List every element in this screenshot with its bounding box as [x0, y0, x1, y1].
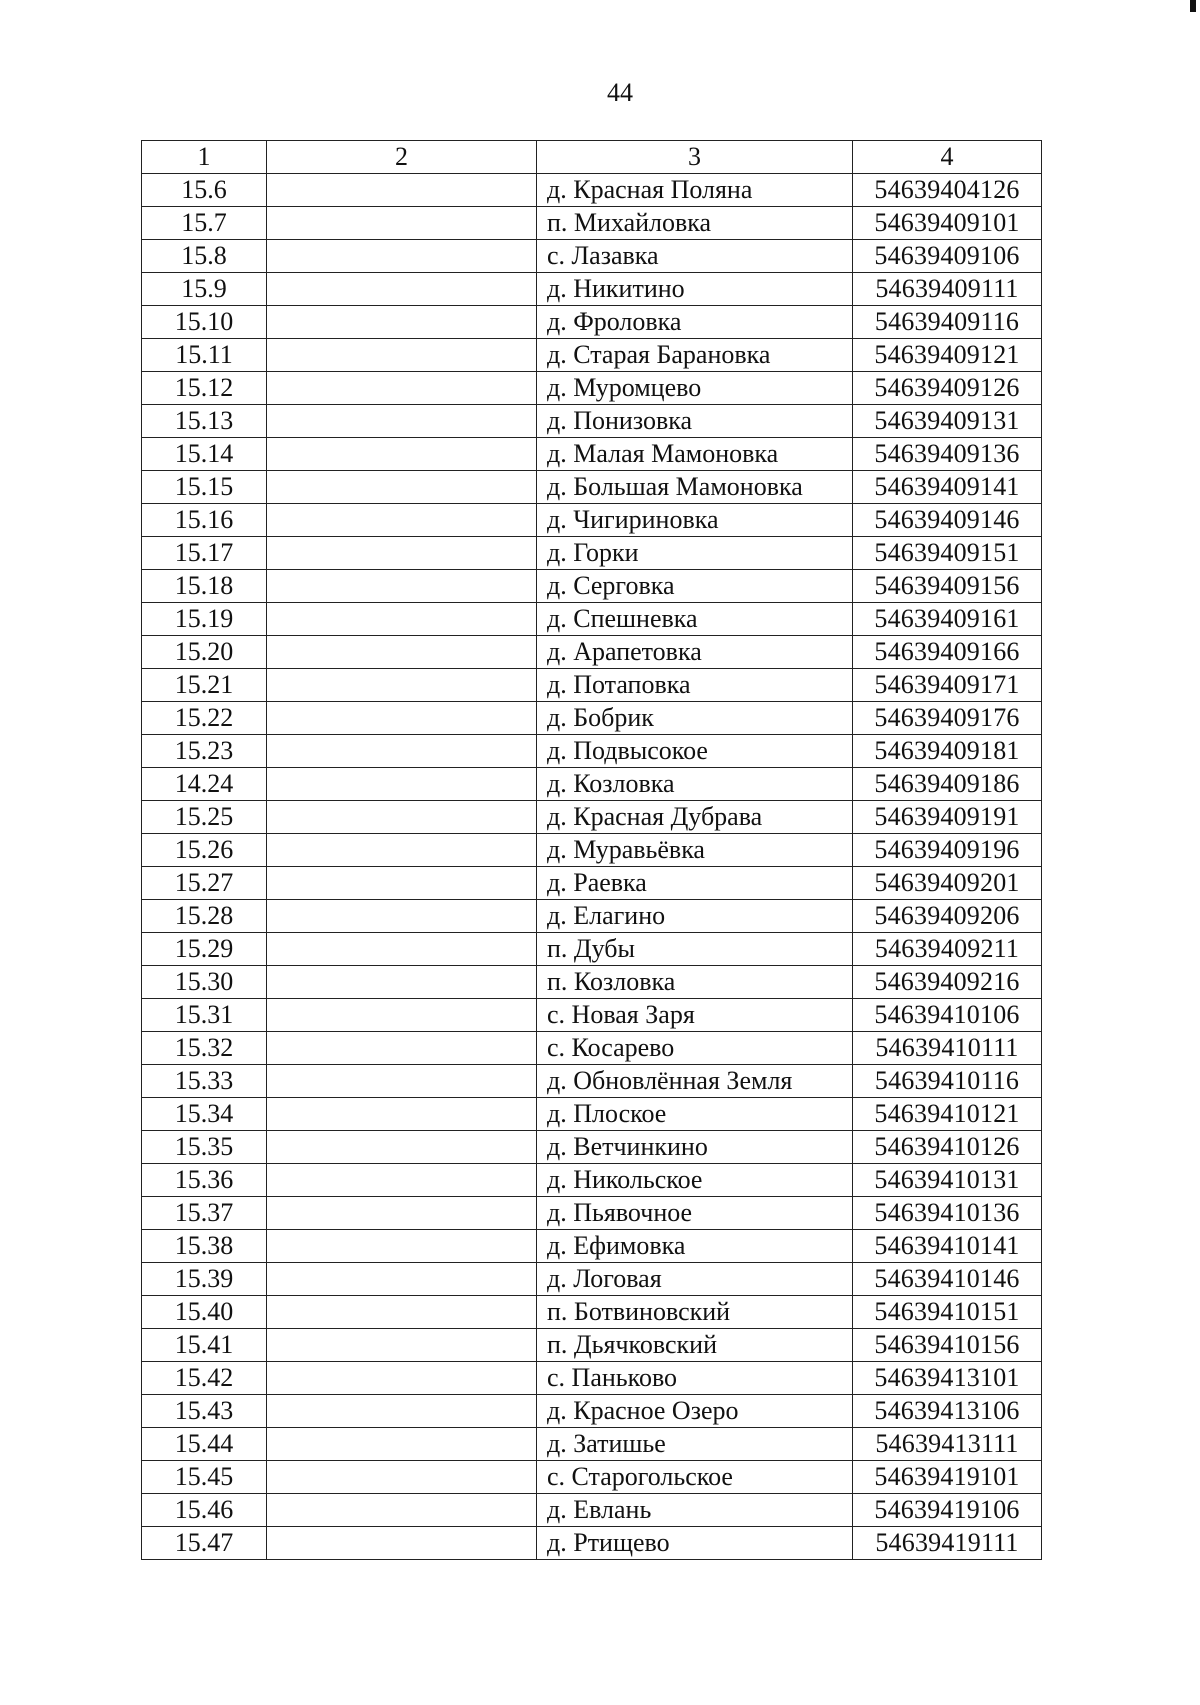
- row-number-cell: 15.44: [142, 1428, 267, 1461]
- empty-cell: [267, 174, 537, 207]
- settlement-name-cell: д. Горки: [537, 537, 853, 570]
- oktmo-code-cell: 54639410131: [853, 1164, 1042, 1197]
- table-row: [142, 1296, 1042, 1329]
- settlement-name-cell: д. Арапетовка: [537, 636, 853, 669]
- settlement-name-cell: с. Новая Заря: [537, 999, 853, 1032]
- row-number-cell: 15.23: [142, 735, 267, 768]
- row-number-cell: 15.45: [142, 1461, 267, 1494]
- table-row: [142, 636, 1042, 669]
- table-row: [142, 1230, 1042, 1263]
- settlement-name-cell: д. Затишье: [537, 1428, 853, 1461]
- oktmo-code-cell: 54639409106: [853, 240, 1042, 273]
- table-row: [142, 1263, 1042, 1296]
- row-number-cell: 15.43: [142, 1395, 267, 1428]
- oktmo-code-cell: 54639409211: [853, 933, 1042, 966]
- row-number-cell: 15.33: [142, 1065, 267, 1098]
- oktmo-code-cell: 54639409186: [853, 768, 1042, 801]
- row-number-cell: 15.20: [142, 636, 267, 669]
- empty-cell: [267, 636, 537, 669]
- table-row: [142, 1395, 1042, 1428]
- oktmo-code-cell: 54639410106: [853, 999, 1042, 1032]
- empty-cell: [267, 240, 537, 273]
- oktmo-code-cell: 54639409196: [853, 834, 1042, 867]
- table-row: [142, 801, 1042, 834]
- empty-cell: [267, 339, 537, 372]
- settlement-name-cell: д. Понизовка: [537, 405, 853, 438]
- row-number-cell: 15.9: [142, 273, 267, 306]
- settlement-name-cell: д. Спешневка: [537, 603, 853, 636]
- settlement-name-cell: д. Старая Барановка: [537, 339, 853, 372]
- settlement-name-cell: п. Ботвиновский: [537, 1296, 853, 1329]
- row-number-cell: 15.36: [142, 1164, 267, 1197]
- table-row: [142, 702, 1042, 735]
- table-row: [142, 1461, 1042, 1494]
- corner-scan-mark: [1190, 0, 1196, 12]
- oktmo-code-cell: 54639410136: [853, 1197, 1042, 1230]
- row-number-cell: 15.17: [142, 537, 267, 570]
- oktmo-code-cell: 54639409176: [853, 702, 1042, 735]
- empty-cell: [267, 570, 537, 603]
- table-row: [142, 240, 1042, 273]
- table-row: [142, 999, 1042, 1032]
- row-number-cell: 15.27: [142, 867, 267, 900]
- empty-cell: [267, 1428, 537, 1461]
- table-row: [142, 570, 1042, 603]
- settlement-name-cell: д. Большая Мамоновка: [537, 471, 853, 504]
- oktmo-code-cell: 54639409136: [853, 438, 1042, 471]
- empty-cell: [267, 537, 537, 570]
- settlement-name-cell: д. Чигириновка: [537, 504, 853, 537]
- row-number-cell: 15.12: [142, 372, 267, 405]
- settlement-name-cell: д. Елагино: [537, 900, 853, 933]
- table-row: [142, 504, 1042, 537]
- page-number: 44: [607, 78, 633, 107]
- row-number-cell: 15.29: [142, 933, 267, 966]
- empty-cell: [267, 1527, 537, 1560]
- settlement-name-cell: п. Дубы: [537, 933, 853, 966]
- table-row: [142, 1131, 1042, 1164]
- settlement-name-cell: д. Козловка: [537, 768, 853, 801]
- row-number-cell: 15.30: [142, 966, 267, 999]
- settlement-name-cell: д. Муромцево: [537, 372, 853, 405]
- row-number-cell: 15.10: [142, 306, 267, 339]
- empty-cell: [267, 1461, 537, 1494]
- oktmo-code-cell: 54639410116: [853, 1065, 1042, 1098]
- oktmo-code-cell: 54639410121: [853, 1098, 1042, 1131]
- empty-cell: [267, 1197, 537, 1230]
- table-row: [142, 1428, 1042, 1461]
- row-number-cell: 15.18: [142, 570, 267, 603]
- empty-cell: [267, 900, 537, 933]
- table-row: [142, 1032, 1042, 1065]
- settlement-name-cell: д. Никитино: [537, 273, 853, 306]
- empty-cell: [267, 372, 537, 405]
- row-number-cell: 15.8: [142, 240, 267, 273]
- oktmo-code-cell: 54639409216: [853, 966, 1042, 999]
- table-row: [142, 1329, 1042, 1362]
- empty-cell: [267, 438, 537, 471]
- oktmo-code-cell: 54639410146: [853, 1263, 1042, 1296]
- row-number-cell: 15.14: [142, 438, 267, 471]
- table-row: [142, 537, 1042, 570]
- oktmo-code-cell: 54639410151: [853, 1296, 1042, 1329]
- oktmo-code-cell: 54639409166: [853, 636, 1042, 669]
- settlement-name-cell: д. Раевка: [537, 867, 853, 900]
- row-number-cell: 15.25: [142, 801, 267, 834]
- row-number-cell: 15.47: [142, 1527, 267, 1560]
- column-header-2: 2: [267, 141, 537, 174]
- settlement-name-cell: д. Красная Поляна: [537, 174, 853, 207]
- settlement-name-cell: д. Ветчинкино: [537, 1131, 853, 1164]
- oktmo-code-cell: 54639409111: [853, 273, 1042, 306]
- oktmo-code-cell: 54639409121: [853, 339, 1042, 372]
- table-row: [142, 834, 1042, 867]
- column-header-1: 1: [142, 141, 267, 174]
- oktmo-code-cell: 54639410156: [853, 1329, 1042, 1362]
- empty-cell: [267, 1395, 537, 1428]
- oktmo-code-cell: 54639409171: [853, 669, 1042, 702]
- row-number-cell: 15.22: [142, 702, 267, 735]
- oktmo-code-cell: 54639410126: [853, 1131, 1042, 1164]
- settlement-name-cell: д. Ефимовка: [537, 1230, 853, 1263]
- empty-cell: [267, 1065, 537, 1098]
- table-row: [142, 1164, 1042, 1197]
- row-number-cell: 15.11: [142, 339, 267, 372]
- empty-cell: [267, 702, 537, 735]
- oktmo-code-cell: 54639419111: [853, 1527, 1042, 1560]
- table-row: [142, 966, 1042, 999]
- empty-cell: [267, 867, 537, 900]
- table-row: [142, 372, 1042, 405]
- table-row: [142, 768, 1042, 801]
- settlement-name-cell: д. Малая Мамоновка: [537, 438, 853, 471]
- empty-cell: [267, 768, 537, 801]
- table-row: [142, 471, 1042, 504]
- empty-cell: [267, 1131, 537, 1164]
- oktmo-code-cell: 54639410111: [853, 1032, 1042, 1065]
- empty-cell: [267, 1230, 537, 1263]
- empty-cell: [267, 1494, 537, 1527]
- row-number-cell: 15.40: [142, 1296, 267, 1329]
- row-number-cell: 15.41: [142, 1329, 267, 1362]
- row-number-cell: 15.6: [142, 174, 267, 207]
- settlement-name-cell: с. Лазавка: [537, 240, 853, 273]
- oktmo-code-cell: 54639409126: [853, 372, 1042, 405]
- settlement-name-cell: д. Потаповка: [537, 669, 853, 702]
- row-number-cell: 15.42: [142, 1362, 267, 1395]
- row-number-cell: 15.34: [142, 1098, 267, 1131]
- oktmo-code-cell: 54639404126: [853, 174, 1042, 207]
- oktmo-code-cell: 54639409141: [853, 471, 1042, 504]
- empty-cell: [267, 471, 537, 504]
- table-row: [142, 1362, 1042, 1395]
- empty-cell: [267, 1263, 537, 1296]
- empty-cell: [267, 735, 537, 768]
- empty-cell: [267, 603, 537, 636]
- table-row: [142, 669, 1042, 702]
- oktmo-code-cell: 54639409131: [853, 405, 1042, 438]
- row-number-cell: 15.38: [142, 1230, 267, 1263]
- table-row: [142, 867, 1042, 900]
- empty-cell: [267, 1362, 537, 1395]
- oktmo-code-cell: 54639419101: [853, 1461, 1042, 1494]
- oktmo-code-cell: 54639409181: [853, 735, 1042, 768]
- settlement-name-cell: д. Плоское: [537, 1098, 853, 1131]
- table-row: [142, 339, 1042, 372]
- row-number-cell: 15.46: [142, 1494, 267, 1527]
- empty-cell: [267, 273, 537, 306]
- row-number-cell: 15.35: [142, 1131, 267, 1164]
- table-row: [142, 933, 1042, 966]
- settlement-name-cell: п. Козловка: [537, 966, 853, 999]
- row-number-cell: 15.31: [142, 999, 267, 1032]
- empty-cell: [267, 207, 537, 240]
- empty-cell: [267, 1032, 537, 1065]
- row-number-cell: 15.13: [142, 405, 267, 438]
- settlement-name-cell: д. Логовая: [537, 1263, 853, 1296]
- table-row: [142, 900, 1042, 933]
- empty-cell: [267, 1164, 537, 1197]
- table-body: [142, 174, 1042, 1560]
- row-number-cell: 15.28: [142, 900, 267, 933]
- row-number-cell: 15.19: [142, 603, 267, 636]
- settlement-name-cell: д. Пьявочное: [537, 1197, 853, 1230]
- settlement-name-cell: д. Красная Дубрава: [537, 801, 853, 834]
- settlement-name-cell: с. Косарево: [537, 1032, 853, 1065]
- oktmo-code-cell: 54639409191: [853, 801, 1042, 834]
- table-row: [142, 273, 1042, 306]
- settlements-table: [141, 140, 1042, 1560]
- oktmo-code-cell: 54639410141: [853, 1230, 1042, 1263]
- row-number-cell: 15.7: [142, 207, 267, 240]
- empty-cell: [267, 1329, 537, 1362]
- empty-cell: [267, 504, 537, 537]
- settlement-name-cell: д. Подвысокое: [537, 735, 853, 768]
- settlement-name-cell: п. Михайловка: [537, 207, 853, 240]
- empty-cell: [267, 801, 537, 834]
- row-number-cell: 15.37: [142, 1197, 267, 1230]
- settlement-name-cell: д. Евлань: [537, 1494, 853, 1527]
- oktmo-code-cell: 54639419106: [853, 1494, 1042, 1527]
- oktmo-code-cell: 54639409101: [853, 207, 1042, 240]
- table-row: [142, 438, 1042, 471]
- table-row: [142, 603, 1042, 636]
- oktmo-code-cell: 54639413111: [853, 1428, 1042, 1461]
- settlement-name-cell: д. Муравьёвка: [537, 834, 853, 867]
- table-header-row: [142, 141, 1042, 174]
- table-row: [142, 1197, 1042, 1230]
- oktmo-code-cell: 54639409151: [853, 537, 1042, 570]
- row-number-cell: 15.39: [142, 1263, 267, 1296]
- oktmo-code-cell: 54639413101: [853, 1362, 1042, 1395]
- oktmo-code-cell: 54639413106: [853, 1395, 1042, 1428]
- settlement-name-cell: д. Бобрик: [537, 702, 853, 735]
- table-row: [142, 1494, 1042, 1527]
- settlement-name-cell: д. Обновлённая Земля: [537, 1065, 853, 1098]
- row-number-cell: 15.32: [142, 1032, 267, 1065]
- column-header-4: 4: [853, 141, 1042, 174]
- table-row: [142, 306, 1042, 339]
- settlement-name-cell: д. Красное Озеро: [537, 1395, 853, 1428]
- oktmo-code-cell: 54639409161: [853, 603, 1042, 636]
- table-row: [142, 174, 1042, 207]
- table-row: [142, 405, 1042, 438]
- row-number-cell: 15.21: [142, 669, 267, 702]
- table-row: [142, 1065, 1042, 1098]
- empty-cell: [267, 405, 537, 438]
- row-number-cell: 15.16: [142, 504, 267, 537]
- empty-cell: [267, 306, 537, 339]
- empty-cell: [267, 669, 537, 702]
- column-header-3: 3: [537, 141, 853, 174]
- table-row: [142, 1527, 1042, 1560]
- settlement-name-cell: д. Фроловка: [537, 306, 853, 339]
- empty-cell: [267, 1098, 537, 1131]
- oktmo-code-cell: 54639409206: [853, 900, 1042, 933]
- settlement-name-cell: п. Дьячковский: [537, 1329, 853, 1362]
- table-row: [142, 1098, 1042, 1131]
- empty-cell: [267, 933, 537, 966]
- empty-cell: [267, 1296, 537, 1329]
- empty-cell: [267, 834, 537, 867]
- settlement-name-cell: д. Никольское: [537, 1164, 853, 1197]
- table-row: [142, 207, 1042, 240]
- row-number-cell: 14.24: [142, 768, 267, 801]
- empty-cell: [267, 999, 537, 1032]
- table-row: [142, 735, 1042, 768]
- row-number-cell: 15.15: [142, 471, 267, 504]
- oktmo-code-cell: 54639409116: [853, 306, 1042, 339]
- empty-cell: [267, 966, 537, 999]
- settlement-name-cell: д. Ртищево: [537, 1527, 853, 1560]
- settlement-name-cell: с. Старогольское: [537, 1461, 853, 1494]
- settlement-name-cell: с. Паньково: [537, 1362, 853, 1395]
- oktmo-code-cell: 54639409146: [853, 504, 1042, 537]
- oktmo-code-cell: 54639409201: [853, 867, 1042, 900]
- oktmo-code-cell: 54639409156: [853, 570, 1042, 603]
- row-number-cell: 15.26: [142, 834, 267, 867]
- settlement-name-cell: д. Серговка: [537, 570, 853, 603]
